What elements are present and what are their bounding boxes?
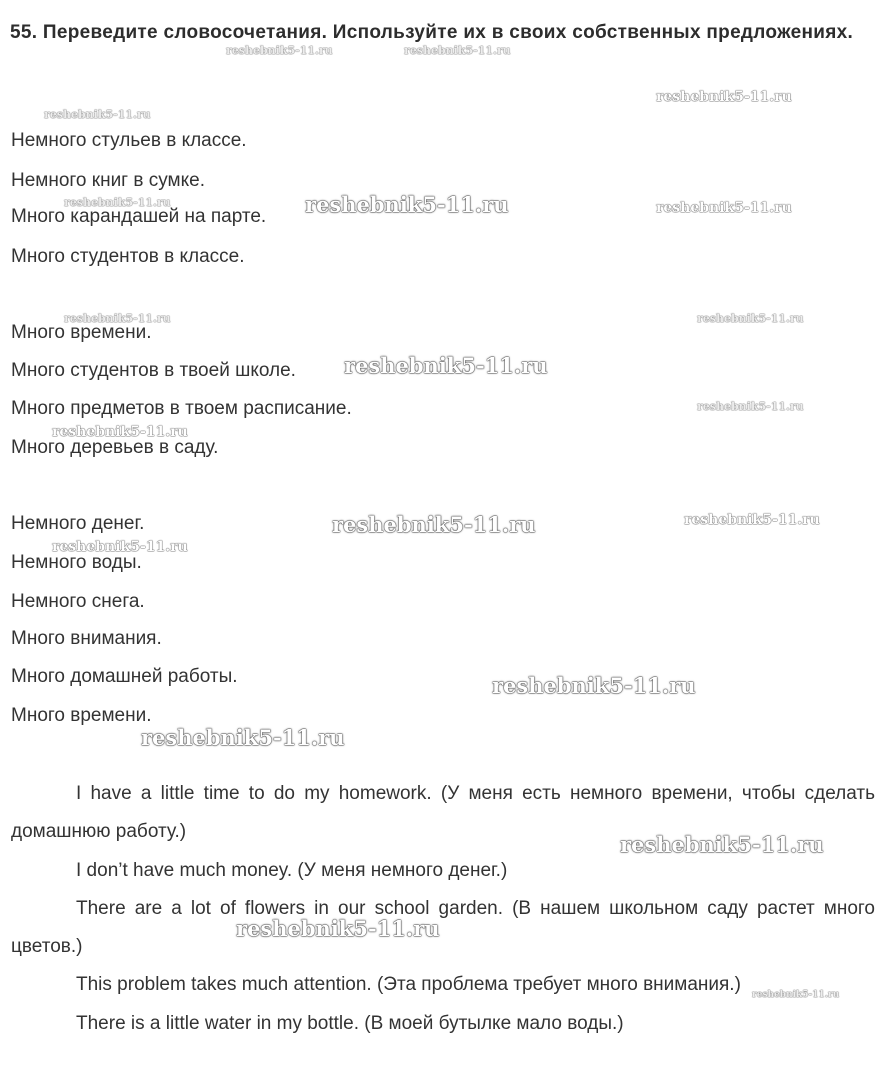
watermark-text: reshebnik5-11.ru <box>44 108 151 121</box>
sentence-paragraph: There are a lot of flowers in our school garden. (В нашем школьном саду растет много цветов.) <box>11 898 875 957</box>
phrase-line: Много предметов в твоем расписание. <box>11 398 352 419</box>
phrase-line: Немного снега. <box>11 591 145 612</box>
watermark-text: reshebnik5-11.ru <box>226 44 333 57</box>
watermark-text: reshebnik5-11.ru <box>332 512 536 537</box>
watermark-text: reshebnik5-11.ru <box>64 312 171 325</box>
watermark-text: reshebnik5-11.ru <box>697 312 804 325</box>
watermark-text: reshebnik5-11.ru <box>752 990 840 1000</box>
watermark-text: reshebnik5-11.ru <box>52 424 188 440</box>
exercise-title: 55. Переведите словосочетания. Используйте их в своих собственных предложениях. <box>10 22 854 43</box>
sentence-paragraph: This problem takes much attention. (Эта проблема требует много внимания.) <box>76 974 741 995</box>
watermark-text: reshebnik5-11.ru <box>492 673 696 698</box>
phrase-line: Много деревьев в саду. <box>11 437 219 458</box>
phrase-line: Много внимания. <box>11 628 162 649</box>
phrase-line: Много студентов в классе. <box>11 246 245 267</box>
watermark-text: reshebnik5-11.ru <box>52 539 188 555</box>
watermark-text: reshebnik5-11.ru <box>305 192 509 217</box>
phrase-line: Много времени. <box>11 705 152 726</box>
watermark-text: reshebnik5-11.ru <box>141 725 345 750</box>
watermark-text: reshebnik5-11.ru <box>697 400 804 413</box>
watermark-text: reshebnik5-11.ru <box>64 196 171 209</box>
phrase-line: Немного денег. <box>11 513 145 534</box>
sentence-paragraph: I have a little time to do my homework. (У меня есть немного времени, чтобы сделать домашнюю работу.) <box>11 783 875 842</box>
phrase-line: Немного воды. <box>11 552 142 573</box>
watermark-text: reshebnik5-11.ru <box>684 512 820 528</box>
phrase-line: Много времени. <box>11 322 152 343</box>
phrase-line: Много карандашей на парте. <box>11 206 267 227</box>
sentence-paragraph: There is a little water in my bottle. (В моей бутылке мало воды.) <box>76 1013 624 1034</box>
watermark-text: reshebnik5-11.ru <box>404 44 511 57</box>
phrase-line: Немного книг в сумке. <box>11 170 205 191</box>
phrase-line: Немного стульев в классе. <box>11 130 247 151</box>
watermark-text: reshebnik5-11.ru <box>344 353 548 378</box>
phrase-line: Много домашней работы. <box>11 666 238 687</box>
watermark-text: reshebnik5-11.ru <box>656 89 792 105</box>
phrase-line: Много студентов в твоей школе. <box>11 360 296 381</box>
sentence-paragraph: I don’t have much money. (У меня немного денег.) <box>76 860 508 881</box>
watermark-text: reshebnik5-11.ru <box>236 916 440 941</box>
watermark-text: reshebnik5-11.ru <box>620 832 824 857</box>
watermark-text: reshebnik5-11.ru <box>656 200 792 216</box>
